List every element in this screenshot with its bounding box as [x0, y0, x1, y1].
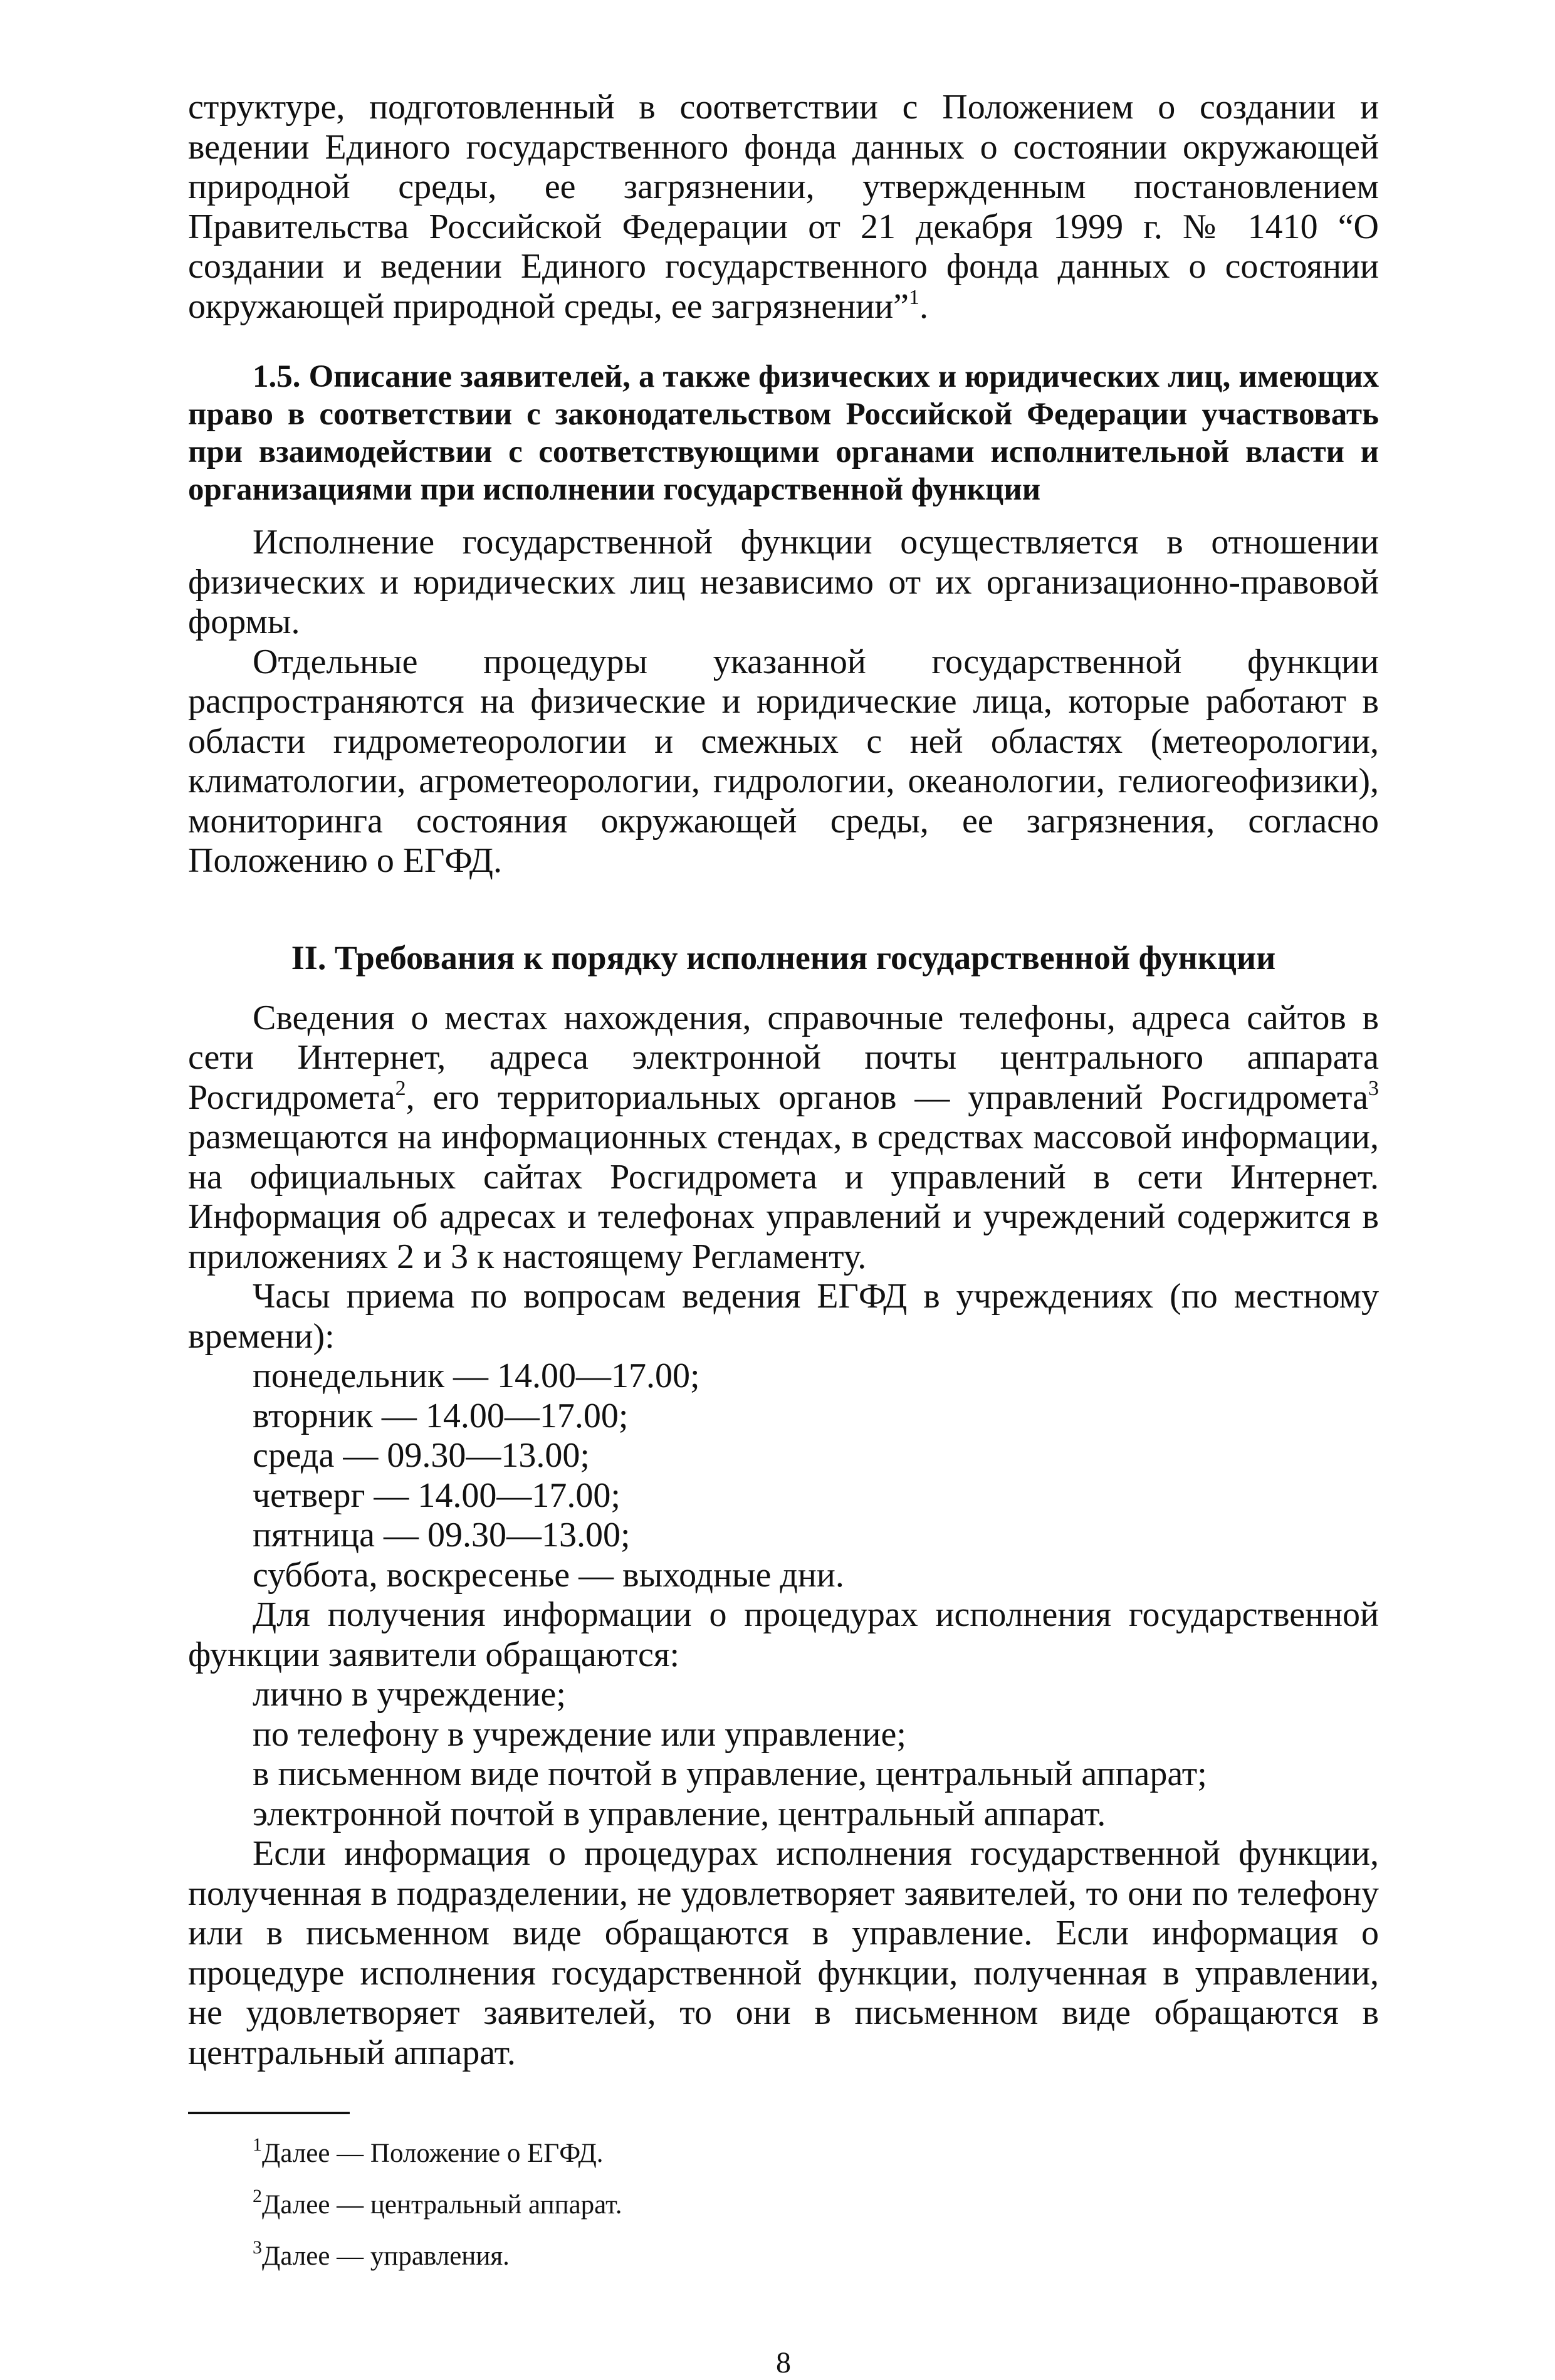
document-page	[188, 88, 1379, 2380]
schedule-item-monday: понедельник — 14.00—17.00;	[253, 1356, 700, 1395]
footnote-ref-3: 3	[1368, 1076, 1379, 1100]
schedule-item-tuesday: вторник — 14.00—17.00;	[253, 1396, 629, 1435]
footnote-1-text: Далее — Положение о ЕГФД.	[262, 2139, 604, 2168]
section-1-5-paragraph-2: Отдельные процедуры указанной государственной функции распространяются на физические и юридические лица, которые работают в области гидрометеорологии и смежных с ней областях (метеорологии, климатологии, агрометеорологии, гидрологии, океанологии, гелиогеофизики), мониторинга состояния окружающей среды, ее загрязнения, согласно Положению о ЕГФД.	[188, 642, 1379, 880]
info-text-part-1: Сведения о местах нахождения, справочные телефоны, адреса сайтов в сети Интернет, адреса электронной почты центрального аппарата Росгидромета	[188, 998, 1379, 1117]
intro-period: .	[919, 286, 929, 326]
footnote-ref-1: 1	[909, 285, 920, 309]
footnote-1-mark: 1	[253, 2134, 262, 2155]
footnote-3-text: Далее — управления.	[262, 2241, 510, 2271]
schedule-item-wednesday: среда — 09.30—13.00;	[253, 1436, 590, 1475]
footnote-2-mark: 2	[253, 2186, 262, 2206]
section-1-5-paragraph-1: Исполнение государственной функции осуществляется в отношении физических и юридических лиц независимо от их организационно-правовой формы.	[188, 523, 1379, 641]
channel-phone: по телефону в учреждение или управление;	[253, 1714, 906, 1754]
channel-mail: в письменном виде почтой в управление, центральный аппарат;	[253, 1754, 1207, 1793]
channel-email: электронной почтой в управление, центральный аппарат.	[253, 1794, 1106, 1833]
intro-paragraph	[188, 88, 1379, 327]
escalation-paragraph: Если информация о процедурах исполнения государственной функции, полученная в подразделении, не удовлетворяет заявителей, то они по телефону или в письменном виде обращаются в управление. Если информация о процедуре исполнения государственной функции, полученная в управлении, не удовлетворяет заявителей, то они в письменном виде обращаются в центральный аппарат.	[188, 1834, 1379, 2072]
section-1-5-number: 1.5.	[253, 359, 301, 394]
section-1-5-heading	[188, 358, 1379, 508]
contact-channels	[188, 1675, 1379, 1834]
contact-intro: Для получения информации о процедурах исполнения государственной функции заявители обращаются:	[188, 1595, 1379, 1674]
info-text-part-2: , его территориальных органов — управлений Росгидромета	[406, 1077, 1368, 1117]
channel-in-person: лично в учреждение;	[253, 1675, 566, 1714]
section-1-5-heading-text: Описание заявителей, а также физических и юридических лиц, имеющих право в соответствии с законодательством Российской Федерации участвовать при взаимодействии с соответствующими органами исполнительной власти и организациями при исполнении государственной функции	[188, 359, 1379, 507]
schedule-item-friday: пятница — 09.30—13.00;	[253, 1516, 631, 1554]
footnote-1	[188, 2134, 1379, 2169]
footnote-2-text: Далее — центральный аппарат.	[262, 2190, 622, 2220]
schedule-item-weekend: суббота, воскресенье — выходные дни.	[253, 1555, 844, 1595]
info-text-part-3: размещаются на информационных стендах, в средствах массовой информации, на официальных сайтах Росгидромета и управлений в сети Интернет. Информация об адресах и телефонах управлений и учреждений содержится в приложениях 2 и 3 к настоящему Регламенту.	[188, 1118, 1379, 1276]
info-paragraph	[188, 999, 1379, 1277]
footnote-separator	[188, 2112, 350, 2114]
hours-intro: Часы приема по вопросам ведения ЕГФД в учреждениях (по местному времени):	[188, 1277, 1379, 1356]
footnote-3-mark: 3	[253, 2237, 262, 2258]
footnote-3	[188, 2237, 1379, 2272]
reception-schedule	[188, 1356, 1379, 1595]
intro-text: структуре, подготовленный в соответствии с Положением о создании и ведении Единого государственного фонда данных о состоянии окружающей природной среды, ее загрязнении, утвержденным постановлением Правительства Российской Федерации от 21 декабря 1999 г. № 1410 “О создании и ведении Единого государственного фонда данных о состоянии окружающей природной среды, ее загрязнении”	[188, 88, 1379, 326]
section-2-title: II. Требования к порядку исполнения государственной функции	[291, 938, 1276, 977]
schedule-item-thursday: четверг — 14.00—17.00;	[253, 1476, 620, 1515]
footnote-ref-2: 2	[395, 1076, 406, 1100]
footnote-2	[188, 2186, 1379, 2221]
page-number: 8	[776, 2346, 791, 2379]
